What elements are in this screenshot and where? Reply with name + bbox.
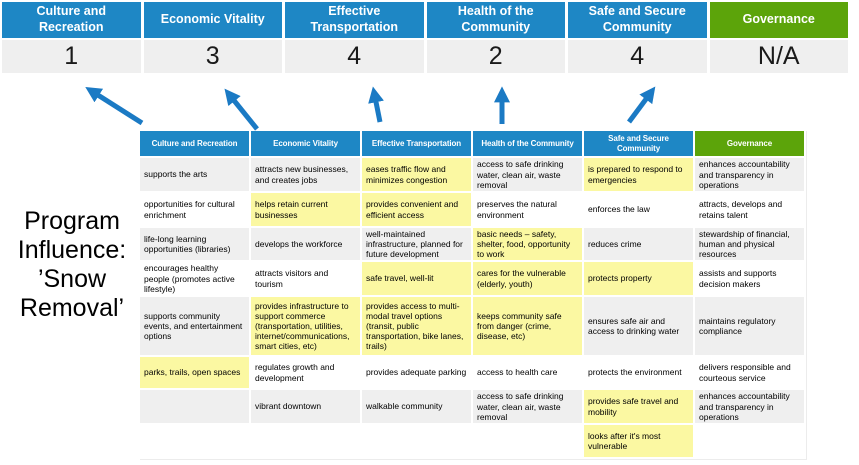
matrix-cell-r1c6: enhances accountability and transparency in operations (695, 158, 806, 193)
matrix-cell-r5c3: provides access to multi-modal travel options (transit, public transportation, bike lanes, trails) (362, 297, 473, 357)
matrix-cell-r3c1: life-long learning opportunities (libraries) (140, 228, 251, 262)
matrix-cell-r1c1: supports the arts (140, 158, 251, 193)
matrix-cell-r3c5: reduces crime (584, 228, 695, 262)
scoreboard-score-effective-transportation: 4 (285, 40, 424, 73)
matrix-cell-r7c1 (140, 390, 251, 425)
matrix-cell-r5c6: maintains regulatory compliance (695, 297, 806, 357)
matrix-header-effective-transportation: Effective Transportation (362, 131, 473, 158)
arrow-culture-icon (90, 90, 142, 123)
matrix-cell-r6c3: provides adequate parking (362, 357, 473, 390)
matrix-cell-r7c5: provides safe travel and mobility (584, 390, 695, 425)
matrix-cell-r5c5: ensures safe air and access to drinking water (584, 297, 695, 357)
influence-matrix (140, 131, 807, 460)
scoreboard-score-culture-and-recreation: 1 (2, 40, 141, 73)
title-line: Program (24, 207, 120, 235)
matrix-cell-r1c4: access to safe drinking water, clean air, waste removal (473, 158, 584, 193)
matrix-cell-r8c3 (362, 425, 473, 459)
matrix-cell-r8c2 (251, 425, 362, 459)
scoreboard-header-effective-transportation: Effective Transportation (285, 2, 424, 38)
matrix-cell-r4c6: assists and supports decision makers (695, 262, 806, 297)
matrix-cell-r8c1 (140, 425, 251, 459)
scoreboard-header-governance: Governance (710, 2, 849, 38)
arrow-safe-icon (629, 91, 652, 122)
matrix-cell-r7c2: vibrant downtown (251, 390, 362, 425)
matrix-cell-r6c2: regulates growth and development (251, 357, 362, 390)
matrix-header-governance: Governance (695, 131, 806, 158)
matrix-cell-r6c5: protects the environment (584, 357, 695, 390)
matrix-cell-r6c1: parks, trails, open spaces (140, 357, 251, 390)
scoreboard-score-governance: N/A (710, 40, 849, 73)
matrix-cell-r2c4: preserves the natural environment (473, 193, 584, 228)
matrix-cell-r6c4: access to health care (473, 357, 584, 390)
matrix-cell-r2c2: helps retain current businesses (251, 193, 362, 228)
scoreboard-header-economic-vitality: Economic Vitality (144, 2, 283, 38)
matrix-cell-r2c6: attracts, develops and retains talent (695, 193, 806, 228)
scoreboard-header-culture-and-recreation: Culture and Recreation (2, 2, 141, 38)
program-influence-title (2, 207, 142, 323)
matrix-cell-r1c5: is prepared to respond to emergencies (584, 158, 695, 193)
matrix-cell-r5c1: supports community events, and entertainment options (140, 297, 251, 357)
matrix-cell-r8c5: looks after it's most vulnerable (584, 425, 695, 459)
matrix-cell-r4c2: attracts visitors and tourism (251, 262, 362, 297)
matrix-cell-r8c6 (695, 425, 806, 459)
matrix-cell-r4c5: protects property (584, 262, 695, 297)
scoreboard-header-health-of-the-community: Health of the Community (427, 2, 566, 38)
matrix-cell-r4c4: cares for the vulnerable (elderly, youth) (473, 262, 584, 297)
matrix-header-safe-and-secure-community: Safe and Secure Community (584, 131, 695, 158)
matrix-cell-r5c2: provides infrastructure to support commerce (transportation, utilities, internet/communications, smart cities, etc) (251, 297, 362, 357)
matrix-cell-r3c2: develops the workforce (251, 228, 362, 262)
matrix-cell-r2c1: opportunities for cultural enrichment (140, 193, 251, 228)
matrix-header-culture-and-recreation: Culture and Recreation (140, 131, 251, 158)
matrix-cell-r6c6: delivers responsible and courteous service (695, 357, 806, 390)
matrix-cell-r7c4: access to safe drinking water, clean air, waste removal (473, 390, 584, 425)
matrix-cell-r3c6: stewardship of financial, human and physical resources (695, 228, 806, 262)
matrix-cell-r1c3: eases traffic flow and minimizes congestion (362, 158, 473, 193)
title-line: Influence: (17, 236, 127, 264)
scoreboard-score-health-of-the-community: 2 (427, 40, 566, 73)
title-line: Removal’ (19, 294, 125, 322)
matrix-cell-r1c2: attracts new businesses, and creates jobs (251, 158, 362, 193)
priority-scoreboard (2, 2, 848, 73)
matrix-cell-r8c4 (473, 425, 584, 459)
matrix-cell-r2c3: provides convenient and efficient access (362, 193, 473, 228)
matrix-cell-r7c6: enhances accountability and transparency in operations (695, 390, 806, 425)
arrow-transportation-icon (374, 92, 380, 122)
matrix-cell-r7c3: walkable community (362, 390, 473, 425)
matrix-cell-r4c1: encourages healthy people (promotes active lifestyle) (140, 262, 251, 297)
matrix-header-health-of-the-community: Health of the Community (473, 131, 584, 158)
matrix-cell-r4c3: safe travel, well-lit (362, 262, 473, 297)
matrix-cell-r5c4: keeps community safe from danger (crime, disease, etc) (473, 297, 584, 357)
scoreboard-header-safe-and-secure-community: Safe and Secure Community (568, 2, 707, 38)
title-line: ’Snow (37, 265, 107, 293)
arrow-economic-icon (228, 93, 257, 129)
scoreboard-score-safe-and-secure-community: 4 (568, 40, 707, 73)
matrix-cell-r2c5: enforces the law (584, 193, 695, 228)
matrix-cell-r3c4: basic needs – safety, shelter, food, opportunity to work (473, 228, 584, 262)
matrix-header-economic-vitality: Economic Vitality (251, 131, 362, 158)
scoreboard-score-economic-vitality: 3 (144, 40, 283, 73)
matrix-cell-r3c3: well-maintained infrastructure, planned for future development (362, 228, 473, 262)
